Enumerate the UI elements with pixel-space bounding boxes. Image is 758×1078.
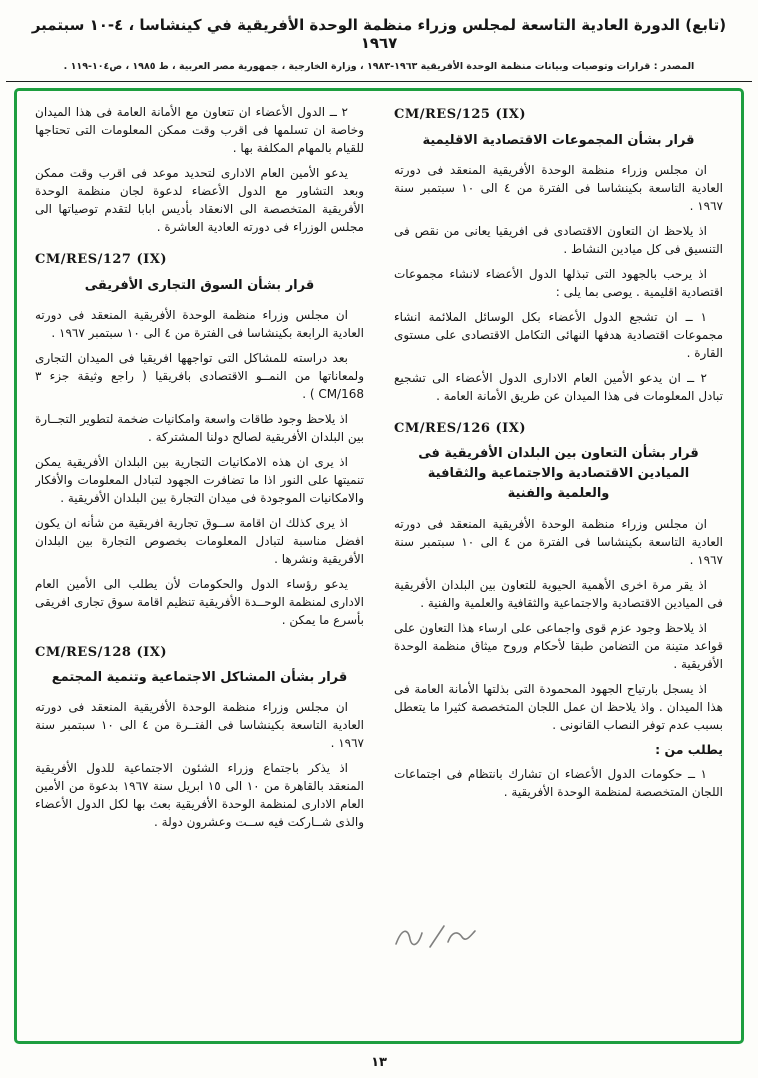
column-right	[394, 103, 723, 1029]
resolution-title: قرار بشأن المجموعات الاقتصادية الاقليمية	[422, 132, 695, 148]
resolution-code: CM/RES/126 (IX)	[394, 420, 526, 436]
source-line: المصدر : قرارات وتوصيات وبيانات منظمة الوحدة الأفريقية ١٩٦٣-١٩٨٣ ، وزارة الخارجية ، جمهورية مصر العربية ، ط ١٩٨٥ ، ص١٠٤-١١٩ .	[63, 61, 695, 72]
resolution-title: قرار بشأن السوق التجارى الأفريقى	[84, 277, 315, 293]
document-title: (تابع) الدورة العادية التاسعة لمجلس وزراء منظمة الوحدة الأفريقية في كينشاسا ، ٤-١٠ سبتمبر ١٩٦٧	[31, 16, 727, 52]
paragraph: اذ يرى ان هذه الامكانيات التجارية بين البلدان الأفريقية يمكن تنميتها على النور اذا ما تضافرت الجهود لتبادل المعلومات والأفكار والامكانيات الموجودة فى ميدان التجارة بين البلدان الأفريقية .	[35, 454, 364, 505]
paragraph: اذ يرى كذلك ان اقامة ســوق تجارية افريقية من شأنه ان يكون افضل مناسبة لتبادل المعلومات بخصوص التجارة بين البلدان الأفريقية ونشرها .	[35, 515, 364, 566]
column-left	[35, 103, 364, 1029]
paragraph: ١ ــ حكومات الدول الأعضاء ان تشارك بانتظام فى اجتماعات اللجان المتخصصة لمنظمة الوحدة الأفريقية .	[394, 767, 723, 800]
resolution-128-section	[35, 643, 364, 832]
paragraph: ١ ــ ان تشجع الدول الأعضاء بكل الوسائل الملائمة انشاء مجموعات اقتصادية هدفها النهائى التكامل الاقتصادى على مستوى القارة .	[394, 309, 723, 360]
paragraph: ٢ ــ ان يدعو الأمين العام الادارى الدول الأعضاء الى تشجيع تبادل المعلومات فى هذا الميدان عن طريق الأمانة العامة .	[394, 370, 723, 403]
two-column-layout	[35, 103, 723, 1029]
resolution-code: CM/RES/125 (IX)	[394, 107, 526, 122]
paragraph: اذ يقر مرة اخرى الأهمية الحيوية للتعاون بين البلدان الأفريقية فى الميادين الاقتصادية والاجتماعية والثقافية والعلمية والفنية .	[394, 577, 723, 610]
paragraph: بعد دراسته للمشاكل التى تواجهها افريقيا فى الميدان التجارى ولمعاناتها من النمــو الاقتصادى بافريقيا ( راجع وثيقة جزء ٣ CM/168 ) .	[35, 350, 364, 401]
paragraph: اذ يلاحظ ان التعاون الاقتصادى فى افريقيا يعانى من نقص فى التنسيق فى كل ميادين النشاط .	[394, 223, 723, 256]
resolution-title: قرار بشأن التعاون بين البلدان الأفريقية فى الميادين الاقتصادية والاجتماعية والثقافية والعلمية والفنية	[418, 446, 699, 502]
paragraph: اذ يسجل بارتياح الجهود المحمودة التى بذلتها الأمانة العامة فى هذا الميدان . واذ يلاحظ ان عمل اللجان المتخصصة كثيرا ما يتعطل بسبب عدم توفر النصاب القانونى .	[394, 681, 723, 732]
paragraph: ان مجلس وزراء منظمة الوحدة الأفريقية المنعقد فى دورته العادية الرابعة بكينشاسا فى الفترة من ٤ الى ١٠ سبتمبر ١٩٦٧ .	[35, 307, 364, 340]
resolution-126-section	[394, 419, 723, 802]
header-divider	[6, 81, 752, 82]
page-header	[0, 0, 758, 82]
paragraph: اذ يرحب بالجهود التى تبذلها الدول الأعضاء لانشاء مجموعات اقتصادية اقليمية . يوصى بما يلى :	[394, 266, 723, 299]
resolution-subheading: يطلب من :	[655, 741, 723, 757]
resolution-125-section	[394, 105, 723, 405]
paragraph: اذ يذكر باجتماع وزراء الشئون الاجتماعية للدول الأفريقية المنعقد بالقاهرة من ١٠ الى ١٥ ابريل سنة ١٩٦٧ بدعوة من الأمين العام الادارى لمنظمة الوحدة الأفريقية بعث بها لكل الدول الأعضاء والذى شــاركت فيه ســت وعشرون دولة .	[35, 761, 365, 830]
resolution-code: CM/RES/128 (IX)	[35, 644, 167, 660]
resolution-code: CM/RES/127 (IX)	[35, 252, 167, 267]
paragraph: ٢ ــ الدول الأعضاء ان تتعاون مع الأمانة العامة فى هذا الميدان وخاصة ان تسلمها فى اقرب وقت ممكن المعلومات التى تحتاجها للقيام بالمهام المكلفة بها .	[35, 105, 364, 155]
continuation-section	[35, 103, 364, 236]
green-border-content-box	[14, 88, 744, 1044]
paragraph: اذ يلاحظ وجود طاقات واسعة وامكانيات ضخمة لتطوير التجــارة بين البلدان الأفريقية لصالح دولنا المشتركة .	[35, 411, 364, 444]
paragraph: يدعو رؤساء الدول والحكومات لأن يطلب الى الأمين العام الادارى لمنظمة الوحــدة الأفريقية تنظيم اقامة سوق تجارى افريقى بأسرع ما يمكن .	[35, 576, 364, 627]
paragraph: اذ يلاحظ وجود عزم قوى واجماعى على ارساء هذا التعاون على قواعد متينة من التضامن طبقا لأحكام وروح ميثاق منظمة الوحدة الأفريقية .	[394, 620, 723, 671]
paragraph: ان مجلس وزراء منظمة الوحدة الأفريقية المنعقد فى دورته العادية التاسعة بكينشاسا فى الفترة من ٤ الى ١٠ سبتمبر سنة ١٩٦٧ .	[394, 162, 723, 213]
page-number: ١٣	[371, 1055, 387, 1070]
paragraph: ان مجلس وزراء منظمة الوحدة الأفريقية المنعقد فى دورته العادية التاسعة بكينشاسا فى الفتــرة من ٤ الى ١٠ سبتمبر سنة ١٩٦٧ .	[35, 700, 365, 751]
resolution-title: قرار بشأن المشاكل الاجتماعية وتنمية المجتمع	[51, 670, 348, 686]
resolution-127-section	[35, 250, 364, 629]
paragraph: ان مجلس وزراء منظمة الوحدة الأفريقية المنعقد فى دورته العادية التاسعة بكينشاسا فى الفترة من ٤ الى ١٠ سبتمبر سنة ١٩٦٧ .	[394, 516, 723, 567]
paragraph: يدعو الأمين العام الادارى لتحديد موعد فى اقرب وقت ممكن وبعد التشاور مع الدول الأعضاء لدعوة لجان منظمة الوحدة الأفريقية المتخصصة الى الانعقاد بأديس ابابا لتقدم توصياتها الى مجلس الوزراء فى دورته العادية العاشرة .	[35, 166, 364, 234]
